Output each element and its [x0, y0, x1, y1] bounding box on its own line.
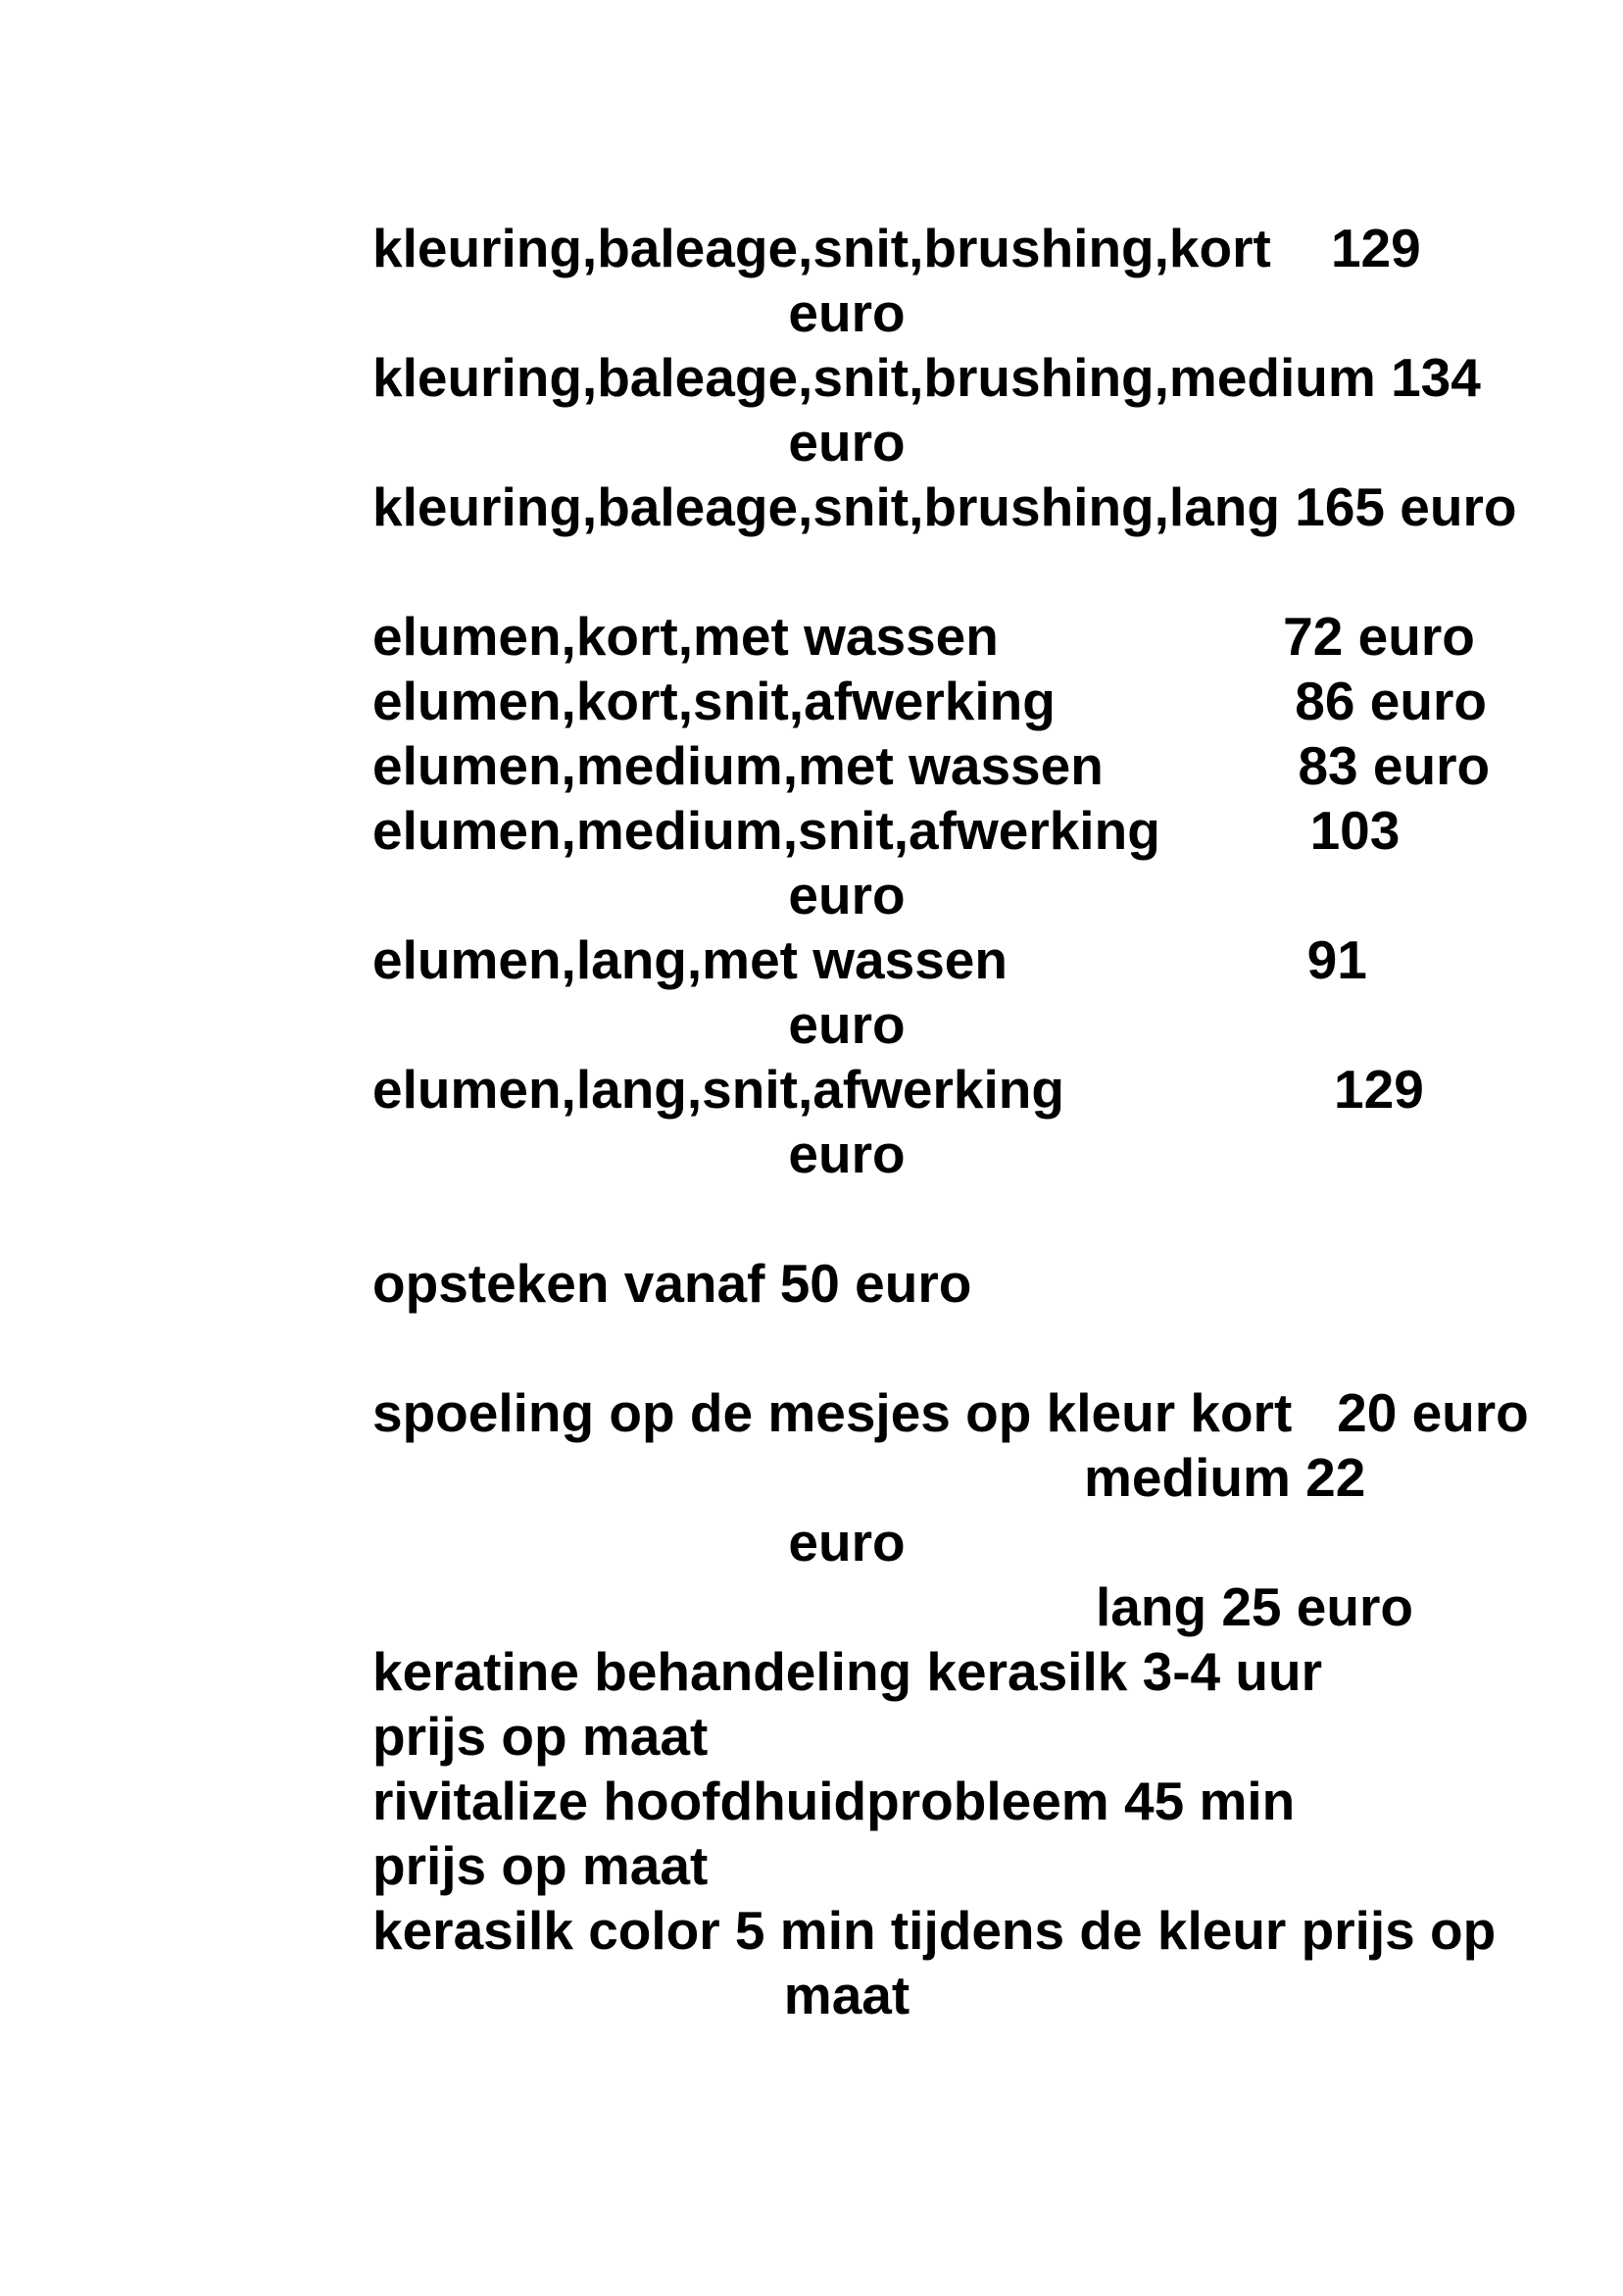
- line-euro-wrap-2: euro: [788, 412, 906, 473]
- line-elumen-lang-wassen: elumen,lang,met wassen 91: [372, 929, 1367, 990]
- line-elumen-lang-snit: elumen,lang,snit,afwerking 129: [372, 1059, 1424, 1120]
- line-euro-wrap-4: euro: [788, 994, 906, 1055]
- line-kerasilk-color: kerasilk color 5 min tijdens de kleur prijs op: [372, 1900, 1497, 1961]
- line-elumen-medium-snit: elumen,medium,snit,afwerking 103: [372, 800, 1401, 861]
- line-elumen-kort-snit: elumen,kort,snit,afwerking 86 euro: [372, 671, 1487, 731]
- line-elumen-medium-wassen: elumen,medium,met wassen 83 euro: [372, 735, 1491, 796]
- line-opsteken-price: opsteken vanaf 50 euro: [372, 1253, 972, 1314]
- line-keratine-behandeling: keratine behandeling kerasilk 3-4 uur: [372, 1641, 1322, 1702]
- line-euro-wrap-3: euro: [788, 865, 906, 925]
- line-prijs-op-maat-2: prijs op maat: [372, 1835, 709, 1896]
- line-prijs-op-maat-1: prijs op maat: [372, 1706, 709, 1767]
- line-elumen-kort-wassen: elumen,kort,met wassen 72 euro: [372, 606, 1475, 667]
- line-kleuring-medium-price: kleuring,baleage,snit,brushing,medium 134: [372, 347, 1481, 408]
- line-euro-wrap-5: euro: [788, 1123, 906, 1184]
- line-spoeling-medium-price: medium 22: [1084, 1447, 1366, 1508]
- line-kleuring-lang-price: kleuring,baleage,snit,brushing,lang 165 euro: [372, 476, 1517, 537]
- line-spoeling-lang-price: lang 25 euro: [1096, 1576, 1413, 1637]
- line-blank-2: [0, 1186, 1623, 1251]
- line-blank-1: [0, 539, 1623, 604]
- line-maat-wrap: maat: [783, 1965, 910, 2025]
- line-euro-wrap-6: euro: [788, 1512, 906, 1572]
- line-euro-wrap-1: euro: [788, 282, 906, 343]
- line-spoeling-kort-price: spoeling op de mesjes op kleur kort 20 euro: [372, 1382, 1529, 1443]
- line-rivitalize: rivitalize hoofdhuidprobleem 45 min: [372, 1771, 1296, 1831]
- line-kleuring-kort-price: kleuring,baleage,snit,brushing,kort 129: [372, 218, 1421, 278]
- line-blank-3: [0, 1316, 1623, 1380]
